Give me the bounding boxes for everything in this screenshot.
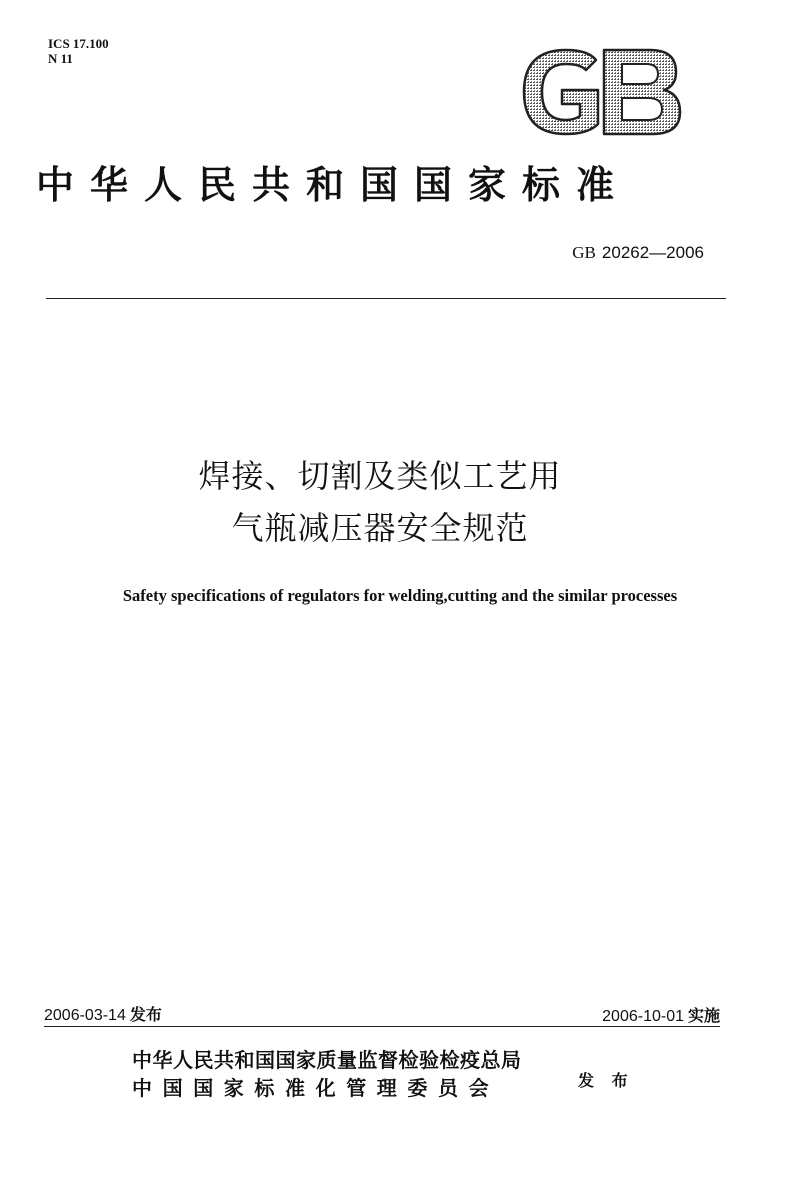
standard-number-prefix: GB [572,243,596,262]
issue-action-label: 发 布 [578,1071,634,1090]
issuing-authorities [132,1046,522,1102]
standard-type-heading: 中华人民共和国国家标准 [36,162,631,207]
chinese-title-line1: 焊接、切割及类似工艺用 [198,457,562,495]
classification-codes [48,36,109,66]
chinese-title-line2: 气瓶减压器安全规范 [231,509,529,547]
implementation-date-value: 2006-10-01 [602,1008,684,1025]
english-title: Safety specifications of regulators for welding,cutting and the similar processes [122,586,678,605]
issuer-aqsiq: 中华人民共和国国家质量监督检验检疫总局 [132,1048,522,1072]
chinese-title [100,450,660,554]
issue-date-label: 发布 [129,1005,162,1024]
standard-number [572,243,704,263]
implementation-date [602,1003,720,1026]
issue-date [44,1002,162,1025]
implementation-date-label: 实施 [687,1006,720,1025]
footer-divider [44,1026,720,1027]
issuer-sac: 中国国家标准化管理委员会 [132,1076,500,1100]
header-divider [46,298,726,299]
issue-date-value: 2006-03-14 [44,1007,126,1024]
ccs-code: N 11 [48,51,73,66]
standard-number-code: 20262—2006 [601,243,704,262]
ics-code: ICS 17.100 [48,36,109,51]
gb-logo-icon [518,46,684,138]
